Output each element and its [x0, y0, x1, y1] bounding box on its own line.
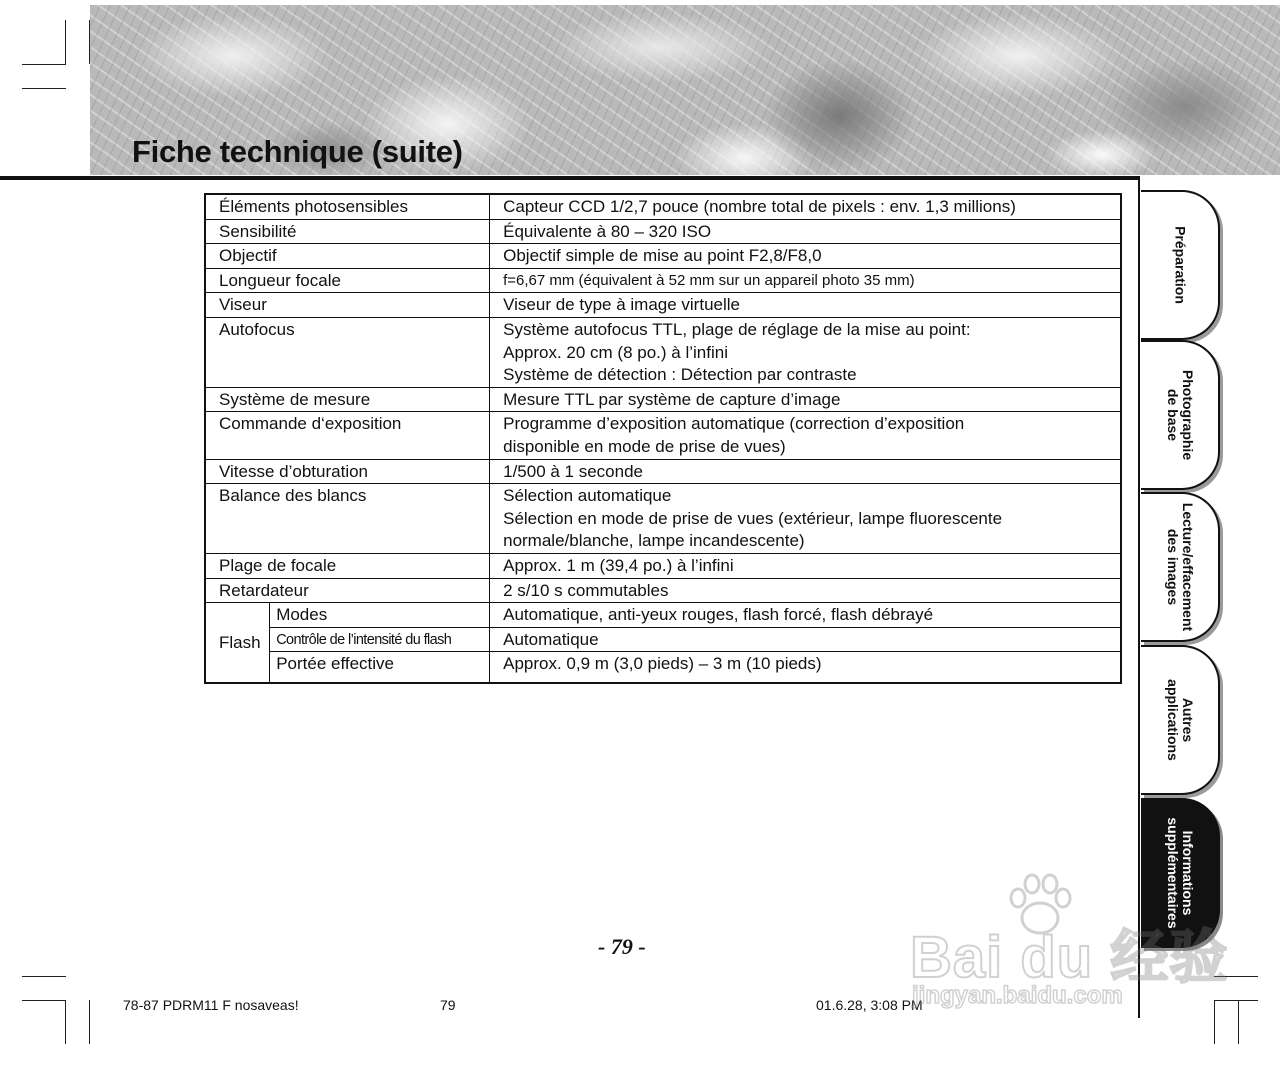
table-row	[205, 293, 1121, 318]
spec-value-line: Approx. 20 cm (8 po.) à l’infini	[503, 342, 728, 362]
spec-value-line: 2 s/10 s commutables	[503, 580, 669, 600]
spec-value-line: 1/500 à 1 seconde	[503, 461, 644, 481]
spec-label: Autofocus	[205, 317, 490, 387]
spec-value	[490, 219, 1121, 244]
table-row	[205, 317, 1121, 387]
crop-mark	[1214, 1000, 1258, 1001]
spec-value	[490, 293, 1121, 318]
spec-value	[490, 244, 1121, 269]
spec-label: Balance des blancs	[205, 484, 490, 554]
spec-value-line: disponible en mode de prise de vues)	[503, 436, 786, 456]
footer-filename: 78-87 PDRM11 F nosaveas!	[123, 997, 299, 1013]
spec-value-line: Sélection automatique	[503, 486, 672, 506]
spec-value	[490, 387, 1121, 412]
footer-page: 79	[440, 997, 456, 1013]
spec-value-line: Programme d’exposition automatique (correction d’exposition	[503, 414, 965, 434]
spec-table-body	[205, 194, 1121, 683]
tab-autres-applications[interactable]	[1141, 645, 1220, 795]
table-row	[205, 244, 1121, 269]
crop-mark	[22, 88, 66, 89]
flash-sub-value: Approx. 0,9 m (3,0 pieds) – 3 m (10 pieds)	[490, 652, 1121, 683]
tab-label-line: applications	[1164, 679, 1181, 761]
table-row	[205, 268, 1121, 293]
tab-label	[1165, 679, 1195, 761]
spec-label: Retardateur	[205, 578, 490, 603]
crop-mark	[22, 64, 66, 65]
table-row	[205, 652, 1121, 683]
watermark-logo	[900, 870, 1229, 1020]
tab-label	[1172, 226, 1187, 304]
table-row	[205, 603, 1121, 628]
crop-mark	[65, 20, 66, 64]
spec-value-line: Sélection en mode de prise de vues (extérieur, lampe fluorescente	[503, 508, 1003, 528]
spec-label: Sensibilité	[205, 219, 490, 244]
crop-mark	[1238, 1000, 1239, 1044]
crop-mark	[22, 1000, 66, 1001]
spec-value	[490, 553, 1121, 578]
tab-label-line: supplémentaires	[1164, 817, 1181, 929]
table-row	[205, 484, 1121, 554]
flash-sub-value: Automatique	[490, 627, 1121, 652]
crop-mark	[22, 976, 66, 977]
spec-value-line: Système autofocus TTL, plage de réglage de la mise au point:	[503, 319, 971, 339]
table-row	[205, 387, 1121, 412]
table-row	[205, 219, 1121, 244]
spec-label: Éléments photosensibles	[205, 194, 490, 219]
flash-sub-label: Modes	[270, 603, 490, 628]
spec-value-line: Approx. 1 m (39,4 po.) à l’infini	[503, 555, 734, 575]
watermark-brand: Bai du 经验	[910, 925, 1229, 990]
tab-label-line: Lecture/effacement	[1179, 502, 1196, 632]
spec-value	[490, 194, 1121, 219]
tab-label-line: Autres	[1179, 697, 1196, 743]
spec-value	[490, 268, 1121, 293]
spec-value	[490, 484, 1121, 554]
spec-table	[204, 193, 1122, 684]
spec-value-line: Capteur CCD 1/2,7 pouce (nombre total de pixels : env. 1,3 millions)	[503, 197, 1016, 216]
flash-sub-label: Portée effective	[270, 652, 490, 683]
spec-value	[490, 459, 1121, 484]
spec-label: Vitesse d’obturation	[205, 459, 490, 484]
tab-label-line: Informations	[1179, 830, 1196, 916]
spec-value-line: Système de détection : Détection par contraste	[503, 365, 857, 385]
spec-label: Objectif	[205, 244, 490, 269]
table-row	[205, 627, 1121, 652]
spec-value-line: Équivalente à 80 – 320 ISO	[503, 221, 712, 241]
spec-value	[490, 317, 1121, 387]
page-number: - 79 -	[598, 934, 646, 959]
tab-label	[1165, 370, 1195, 460]
crop-mark	[89, 1000, 90, 1044]
spec-value-line: normale/blanche, lampe incandescente)	[503, 531, 805, 551]
tab-preparation[interactable]	[1141, 190, 1220, 340]
spec-value-line: Objectif simple de mise au point F2,8/F8,0	[503, 246, 822, 266]
watermark-url: jingyan.baidu.com	[912, 982, 1123, 1009]
tab-label-line: Préparation	[1172, 226, 1188, 304]
title-rule	[0, 176, 1140, 180]
spec-label: Plage de focale	[205, 553, 490, 578]
table-row	[205, 578, 1121, 603]
spec-value	[490, 412, 1121, 459]
flash-sub-label: Contrôle de l’intensité du flash	[270, 627, 490, 652]
page-title: Fiche technique (suite)	[132, 134, 463, 169]
spec-label: Commande d‘exposition	[205, 412, 490, 459]
table-row	[205, 194, 1121, 219]
flash-sub-value: Automatique, anti-yeux rouges, flash forcé, flash débrayé	[490, 603, 1121, 628]
crop-mark	[65, 1000, 66, 1044]
footer-timestamp: 01.6.28, 3:08 PM	[816, 997, 923, 1013]
spec-label: Longueur focale	[205, 268, 490, 293]
spec-label: Viseur	[205, 293, 490, 318]
table-row	[205, 412, 1121, 459]
spec-label: Système de mesure	[205, 387, 490, 412]
table-row	[205, 459, 1121, 484]
tab-photographie-de-base[interactable]	[1141, 340, 1220, 490]
flash-label: Flash	[205, 603, 270, 683]
spec-value-line: Mesure TTL par système de capture d’image	[503, 389, 841, 409]
table-row	[205, 553, 1121, 578]
tab-lecture-effacement[interactable]	[1141, 492, 1220, 642]
spec-value-line: Viseur de type à image virtuelle	[503, 295, 740, 315]
spec-value	[490, 578, 1121, 603]
tab-label	[1165, 503, 1195, 631]
tab-label-line: Photographie	[1179, 369, 1196, 461]
tab-label-line: de base	[1164, 388, 1181, 442]
tab-label-line: des images	[1164, 528, 1181, 606]
spec-value-line: f=6,67 mm (équivalent à 52 mm sur un appareil photo 35 mm)	[503, 271, 915, 289]
